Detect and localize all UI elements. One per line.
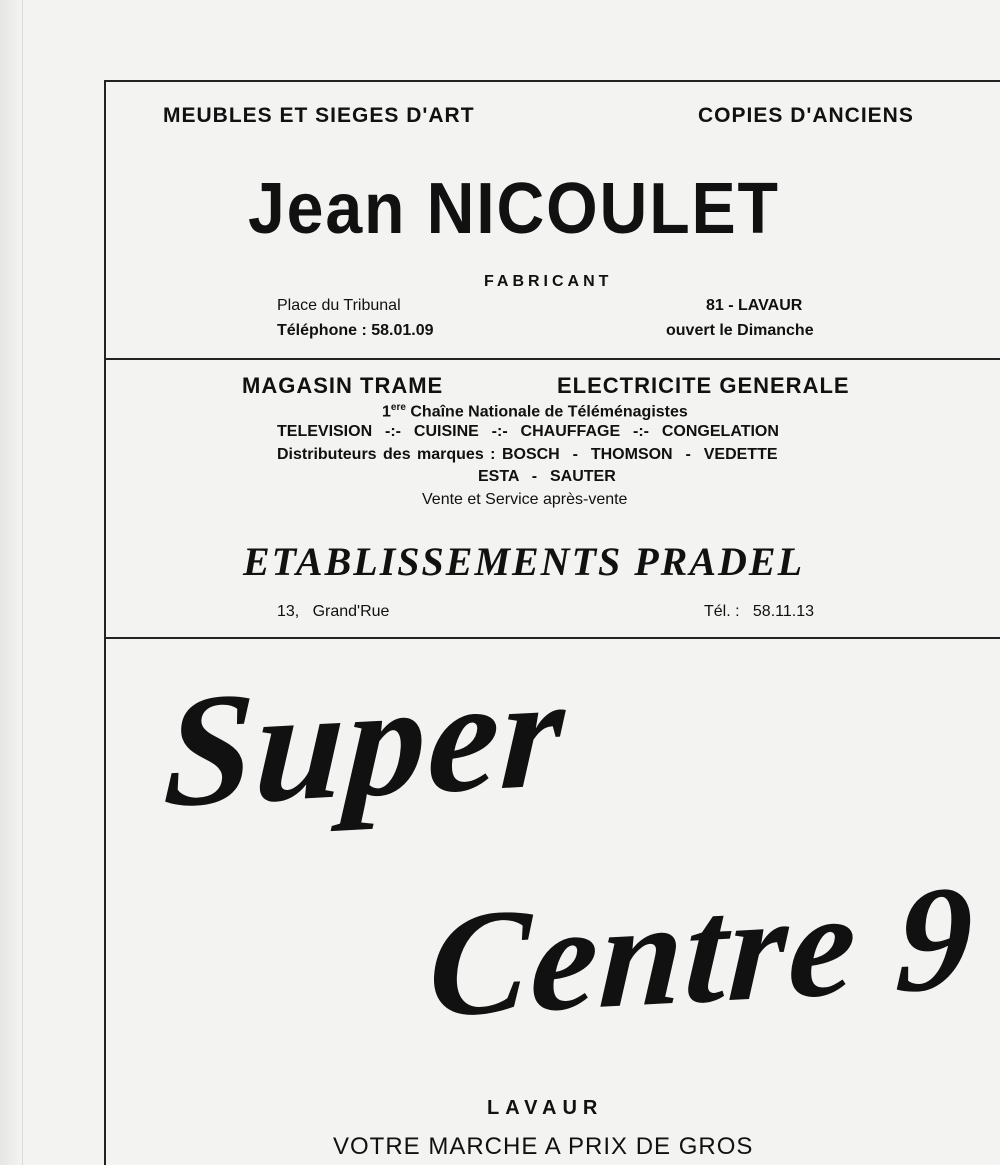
brands-line-2: ESTA - SAUTER — [478, 468, 616, 485]
chain-number: 1 — [382, 403, 391, 421]
centre-9-wordmark: Centre 9 — [425, 853, 979, 1049]
super-wordmark: Super — [160, 641, 571, 841]
city: 81 - LAVAUR — [706, 297, 803, 314]
phone: Tél. : 58.11.13 — [704, 603, 814, 620]
right-header: COPIES D'ANCIENS — [698, 104, 914, 127]
shop-name: MAGASIN TRAME — [242, 373, 444, 398]
company-name: Jean NICOULET — [248, 169, 780, 249]
address: 13, Grand'Rue — [277, 603, 390, 620]
left-header: MEUBLES ET SIEGES D'ART — [163, 104, 475, 127]
chain-superscript: ere — [390, 402, 406, 413]
products-line: TELEVISION -:- CUISINE -:- CHAUFFAGE -:- CONGELATION — [277, 423, 779, 440]
address: Place du Tribunal — [277, 297, 401, 314]
role-label: FABRICANT — [484, 273, 613, 290]
chain-line — [382, 402, 688, 421]
chain-text: Chaîne Nationale de Téléménagistes — [405, 403, 688, 421]
trade-name: ELECTRICITE GENERALE — [557, 373, 850, 398]
company-name: ETABLISSEMENTS PRADEL — [243, 539, 805, 584]
slogan: VOTRE MARCHE A PRIX DE GROS — [333, 1133, 754, 1160]
phone: Téléphone : 58.01.09 — [277, 322, 434, 339]
city: LAVAUR — [487, 1097, 604, 1119]
frame-top-rule — [104, 80, 1000, 82]
brands-line-1: Distributeurs des marques : BOSCH - THOMSON - VEDETTE — [277, 446, 778, 463]
opening-hours: ouvert le Dimanche — [666, 322, 814, 339]
service-line: Vente et Service après-vente — [422, 491, 628, 508]
separator-1 — [104, 358, 1000, 360]
